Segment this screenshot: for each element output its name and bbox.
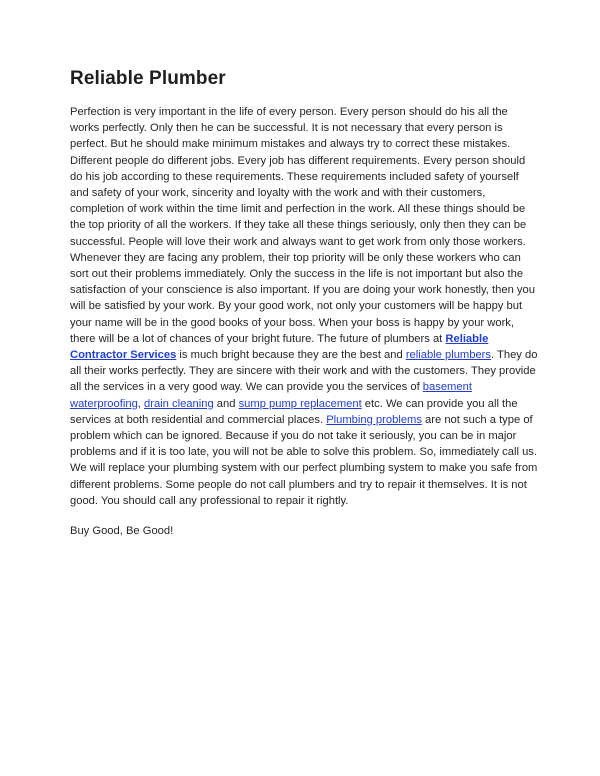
- reliable-plumbers-link[interactable]: reliable plumbers: [405, 349, 492, 362]
- body-text-segment: ,: [137, 397, 145, 410]
- reliable-contractor-services-link[interactable]: Reliable Contractor Services: [70, 332, 489, 362]
- body-text-segment: etc. We can provide you all the services at both residential and commercial places.: [70, 397, 518, 426]
- body-text-segment: Perfection is very important in the life of every person. Every person should do his all the works perfectly. Only then he can be successful. It is not necessary that every person is perfect. But he should make minimum mistakes and always try to correct these mistakes. Different people do different jobs. Every job has different requirements. Every person should do his job according to these requirements. These requirements included safety of yourself and safety of your work, sincerity and loyalty with the work and with their customers, completion of work within the time limit and perfection in the work. All these things should be the top priority of all the workers. If they take all these things seriously, only then they can be successful. People will love their work and always want to get work from only those workers. Whenever they are facing any problem, their top priority will be only these workers who can sort out their problems immediately. Only the success in the life is not important but also the satisfaction of your conscience is also important. If you are doing your work honestly, then you will be satisfied by your work. By your good work, not only your customers will be happy but your name will be in the good books of your boss. When your boss is happy by your work, there will be a lot of chances of your bright future. The future of plumbers at: [70, 106, 535, 345]
- page-title: Reliable Plumber: [70, 68, 226, 89]
- plumbing-problems-link[interactable]: Plumbing problems: [326, 413, 422, 426]
- basement-waterproofing-link[interactable]: basement waterproofing: [70, 381, 472, 410]
- body-paragraph: [70, 104, 540, 509]
- body-text-segment: and: [213, 397, 239, 410]
- drain-cleaning-link[interactable]: drain cleaning: [144, 397, 214, 410]
- sump-pump-replacement-link[interactable]: sump pump replacement: [238, 397, 362, 410]
- closing-line: Buy Good, Be Good!: [70, 525, 174, 538]
- body-text-segment: . They do all their works perfectly. They are sincere with their work and with the customers. They provide all the services in a very good way. We can provide you the services of: [70, 349, 538, 394]
- body-text-segment: are not such a type of problem which can be ignored. Because if you do not take it seriously, you can be in major problems and if it is too late, you will not be able to solve this problem. So, immediately call us. We will replace your plumbing system with our perfect plumbing system to make you safe from different problems. Some people do not call plumbers and try to repair it themselves. It is not good. You should call any professional to repair it rightly.: [70, 413, 538, 507]
- body-text-segment: is much bright because they are the best and: [176, 349, 406, 362]
